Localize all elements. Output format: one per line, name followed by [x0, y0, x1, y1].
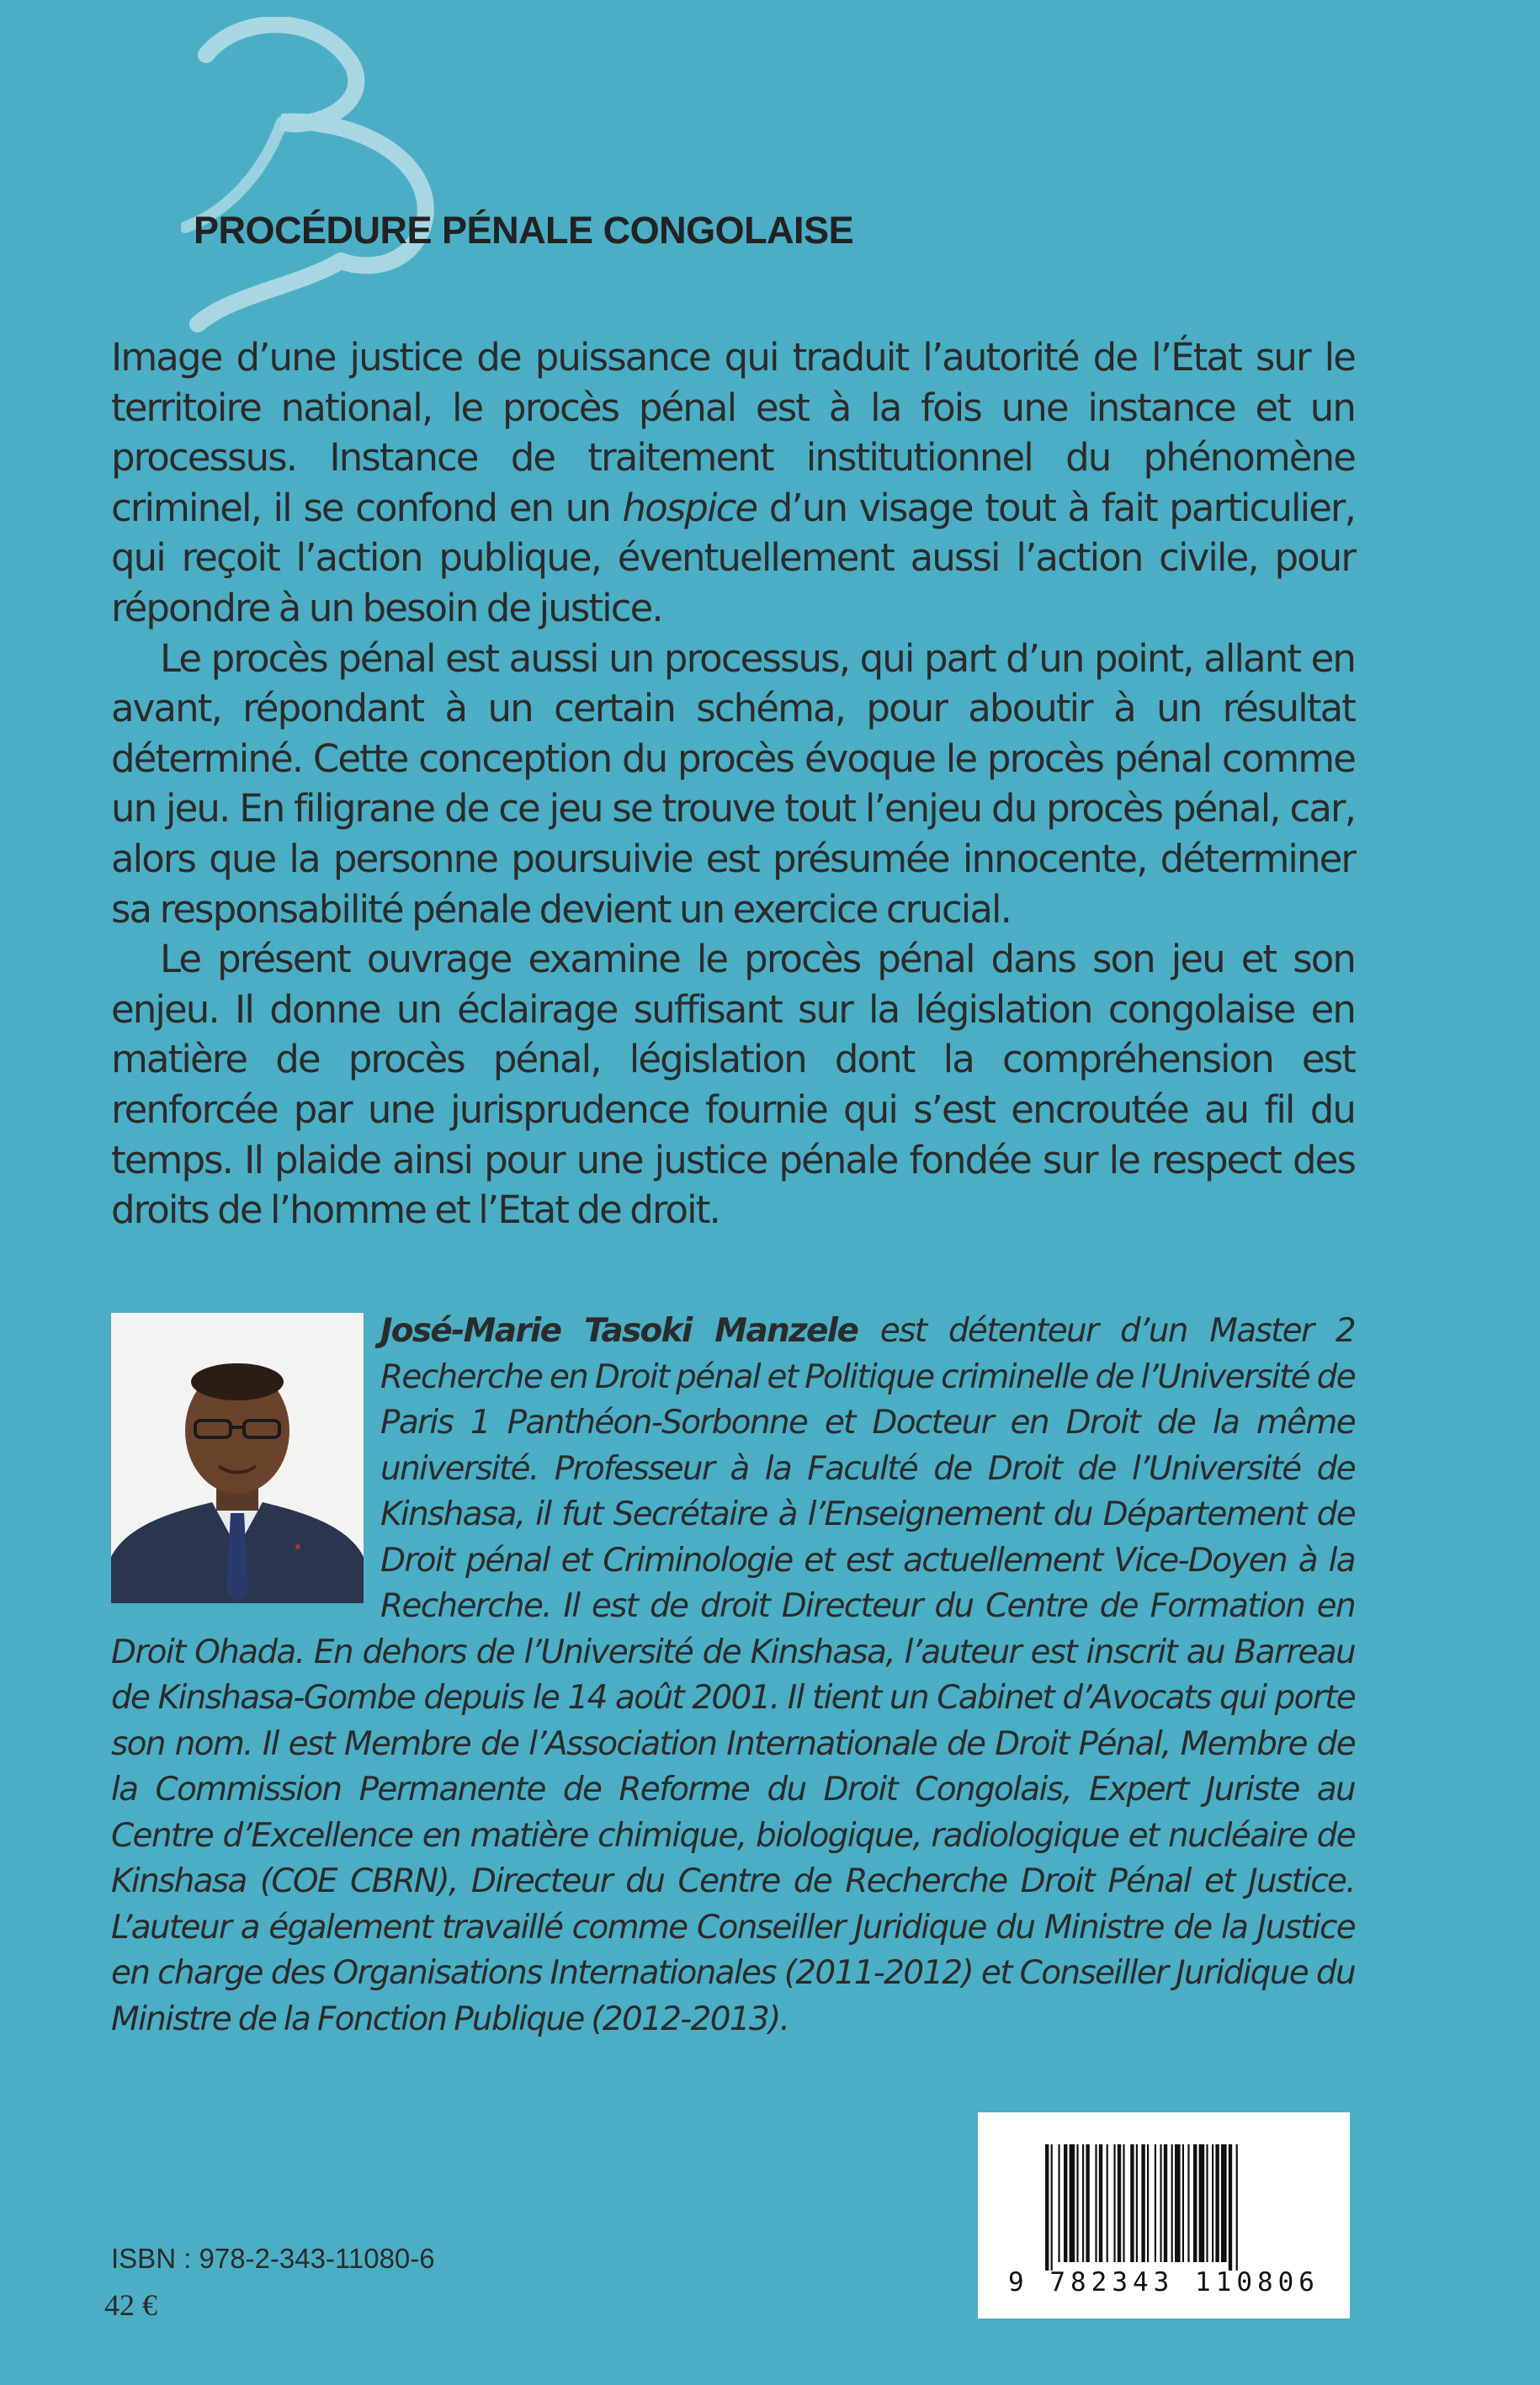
book-summary — [111, 332, 1355, 1235]
publisher-logo-decoration — [181, 17, 459, 337]
barcode-bar — [1164, 2144, 1167, 2262]
summary-paragraph-1 — [111, 332, 1355, 634]
summary-paragraph-3: Le présent ouvrage examine le procès pénal dans son jeu et son enjeu. Il donne un éclairage suffisant sur la législation congolaise en matière de procès pénal, législation dont la compréhension est renforcée par une jurisprudence fournie qui s’est encroutée au fil du temps. Il plaide ainsi pour une justice pénale fondée sur le respect des droits de l’homme et l’Etat de droit. — [111, 937, 1355, 1233]
barcode-bar — [1099, 2144, 1102, 2262]
summary-italic-word: hospice — [622, 485, 757, 530]
book-title: PROCÉDURE PÉNALE CONGOLAISE — [194, 209, 854, 252]
biography-text: est détenteur d’un Master 2 Recherche en Droit pénal et Politique criminelle de l’Université de Paris 1 Panthéon-Sorbonne et Docteur en Droit de la même université. Professeur à la Faculté de Droit de l’Université de Kinshasa, il fut Secrétaire à l’Enseignement du Département de Droit pénal et Criminologie et est actuellement Vice-Doyen à la Recherche. Il est de droit Directeur du Centre de Formation en Droit Ohada. En dehors de l’Université de Kinshasa, l’auteur est inscrit au Barreau de Kinshasa-Gombe depuis le 14 août 2001. Il tient un Cabinet d’Avocats qui porte son nom. Il est Membre de l’Association Internationale de Droit Pénal, Membre de la Commission Permanente de Reforme du Droit Congolais, Expert Juriste au Centre d’Excellence en matière chimique, biologique, radiologique et nucléaire de Kinshasa (COE CBRN), Directeur du Centre de Recherche Droit Pénal et Justice. L’auteur a également travaillé comme Conseiller Juridique du Ministre de la Justice en charge des Organisations Internationales (2011-2012) et Conseiller Juridique du Ministre de la Fonction Publique (2012-2013). — [111, 1312, 1355, 2038]
barcode-bar — [1130, 2144, 1134, 2262]
barcode-bar — [1070, 2144, 1075, 2262]
summary-paragraph-2: Le procès pénal est aussi un processus, qui part d’un point, allant en avant, répondant à un certain schéma, pour aboutir à un résultat déterminé. Cette conception du procès évoque le procès pénal comme un jeu. En filigrane de ce jeu se trouve tout l’enjeu du procès pénal, car, alors que la personne poursuivie est présumée innocente, déterminer sa responsabilité pénale devient un exercice crucial. — [111, 635, 1355, 932]
barcode-bar — [1193, 2144, 1197, 2262]
barcode-bar — [1212, 2144, 1213, 2262]
price: 42 € — [104, 2288, 157, 2322]
barcode-bar — [1175, 2144, 1181, 2262]
barcode-bar — [1229, 2144, 1232, 2271]
barcode-bar — [1113, 2144, 1115, 2262]
barcode-bar — [1118, 2144, 1121, 2262]
barcode-bar — [1123, 2144, 1124, 2262]
barcode-bar — [1187, 2144, 1189, 2262]
barcode-bar — [1086, 2144, 1089, 2262]
barcode-bar — [1141, 2144, 1144, 2262]
barcode-bar — [1221, 2144, 1227, 2262]
barcode-bar — [1206, 2144, 1208, 2262]
barcode-bar — [1107, 2144, 1108, 2262]
barcode-bar — [1147, 2144, 1149, 2262]
barcode-digits: 9 782343 110806 — [1008, 2267, 1320, 2297]
isbn: ISBN : 978-2-343-11080-6 — [111, 2243, 435, 2274]
barcode-bar — [1045, 2144, 1049, 2271]
barcode-bar — [1051, 2144, 1053, 2271]
barcode-bar — [1058, 2144, 1059, 2262]
barcode-bar — [1236, 2144, 1238, 2271]
barcode-bar — [1171, 2144, 1173, 2262]
author-biography — [111, 1309, 1355, 2042]
barcode-bar — [1082, 2144, 1084, 2262]
barcode-bar — [1136, 2144, 1138, 2262]
barcode-bar — [1215, 2144, 1219, 2262]
barcode-bar — [1155, 2144, 1156, 2262]
barcode — [978, 2112, 1350, 2319]
barcode-bar — [1076, 2144, 1078, 2262]
barcode-bar — [1064, 2144, 1067, 2262]
summary-text: Image d’une justice de puissance qui traduit l’autorité de l’État sur le territoire national, le procès pénal est à la fois une instance et un processus. Instance de traitement institutionnel du phénomène criminel, il se confond en un — [111, 335, 1355, 530]
barcode-bar — [1182, 2144, 1184, 2262]
author-name: José-Marie Tasoki Manzele — [380, 1312, 858, 1350]
barcode-bar — [1160, 2144, 1161, 2262]
barcode-bar — [1095, 2144, 1097, 2262]
summary-text: d’un visage tout à fait particulier, qui reçoit l’action publique, éventuellement aussi l’action civile, pour répondre à un besoin de justice. — [111, 485, 1355, 630]
barcode-bar — [1199, 2144, 1205, 2262]
